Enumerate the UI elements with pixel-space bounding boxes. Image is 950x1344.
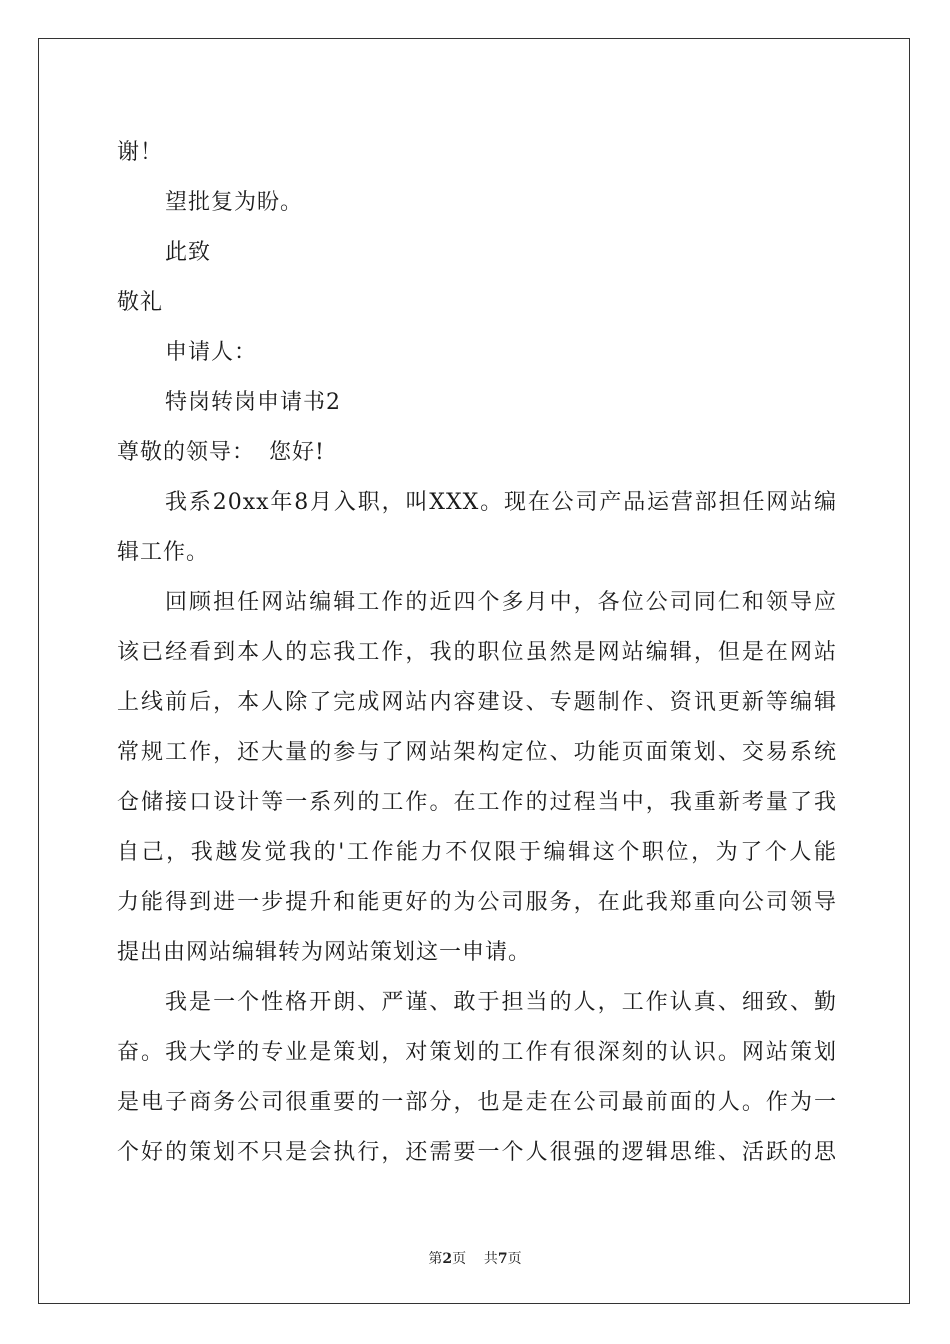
paragraph-line: 我系20xx年8月入职，叫XXX。现在公司产品运营部担任网站编 [165,490,837,515]
paragraph-line: 回顾担任网站编辑工作的近四个多月中，各位公司同仁和领导应 [165,590,837,615]
total-suffix: 页 [507,1251,522,1267]
paragraph-line: 仓储接口设计等一系列的工作。在工作的过程当中，我重新考量了我 [117,790,837,815]
total-prefix: 共 [483,1251,498,1267]
page-prefix: 第 [428,1251,443,1267]
document-body [117,128,837,1178]
paragraph-line: 奋。我大学的专业是策划，对策划的工作有很深刻的认识。网站策划 [117,1040,837,1065]
thanks-line: 谢！ [117,140,164,165]
salutation-line [117,428,837,478]
paragraph-line: 力能得到进一步提升和能更好的为公司服务，在此我郑重向公司领导 [117,890,837,915]
applicant-line: 申请人： [165,340,258,365]
paragraph-3 [117,978,837,1178]
paragraph-line: 提出由网站编辑转为网站策划这一申请。 [117,940,532,965]
paragraph-line: 自己，我越发觉我的'工作能力不仅限于编辑这个职位，为了个人能 [117,840,837,865]
paragraph-2 [117,578,837,978]
awaiting-reply-line: 望批复为盼。 [165,190,304,215]
paragraph-line: 该已经看到本人的忘我工作，我的职位虽然是网站编辑，但是在网站 [117,640,837,665]
section-title: 特岗转岗申请书2 [165,390,341,415]
paragraph-line: 是电子商务公司很重要的一部分，也是走在公司最前面的人。作为一 [117,1090,837,1115]
paragraph-1 [117,478,837,578]
paragraph-line: 我是一个性格开朗、严谨、敢于担当的人，工作认真、细致、勤 [165,990,837,1015]
closing-line-2: 敬礼 [117,290,164,315]
page-suffix: 页 [452,1251,467,1267]
paragraph-line: 上线前后，本人除了完成网站内容建设、专题制作、资讯更新等编辑 [117,690,837,715]
page-number: 2 [442,1251,453,1267]
paragraph-line: 个好的策划不只是会执行，还需要一个人很强的逻辑思维、活跃的思 [117,1140,837,1165]
total-pages: 7 [497,1251,508,1267]
paragraph-line: 常规工作，还大量的参与了网站架构定位、功能页面策划、交易系统 [117,740,837,765]
paragraph-line: 辑工作。 [117,540,210,565]
page-footer [0,1248,950,1268]
closing-line-1: 此致 [165,240,212,265]
salutation-text: 尊敬的领导： [117,440,256,465]
greeting-text: 您好! [269,440,325,465]
